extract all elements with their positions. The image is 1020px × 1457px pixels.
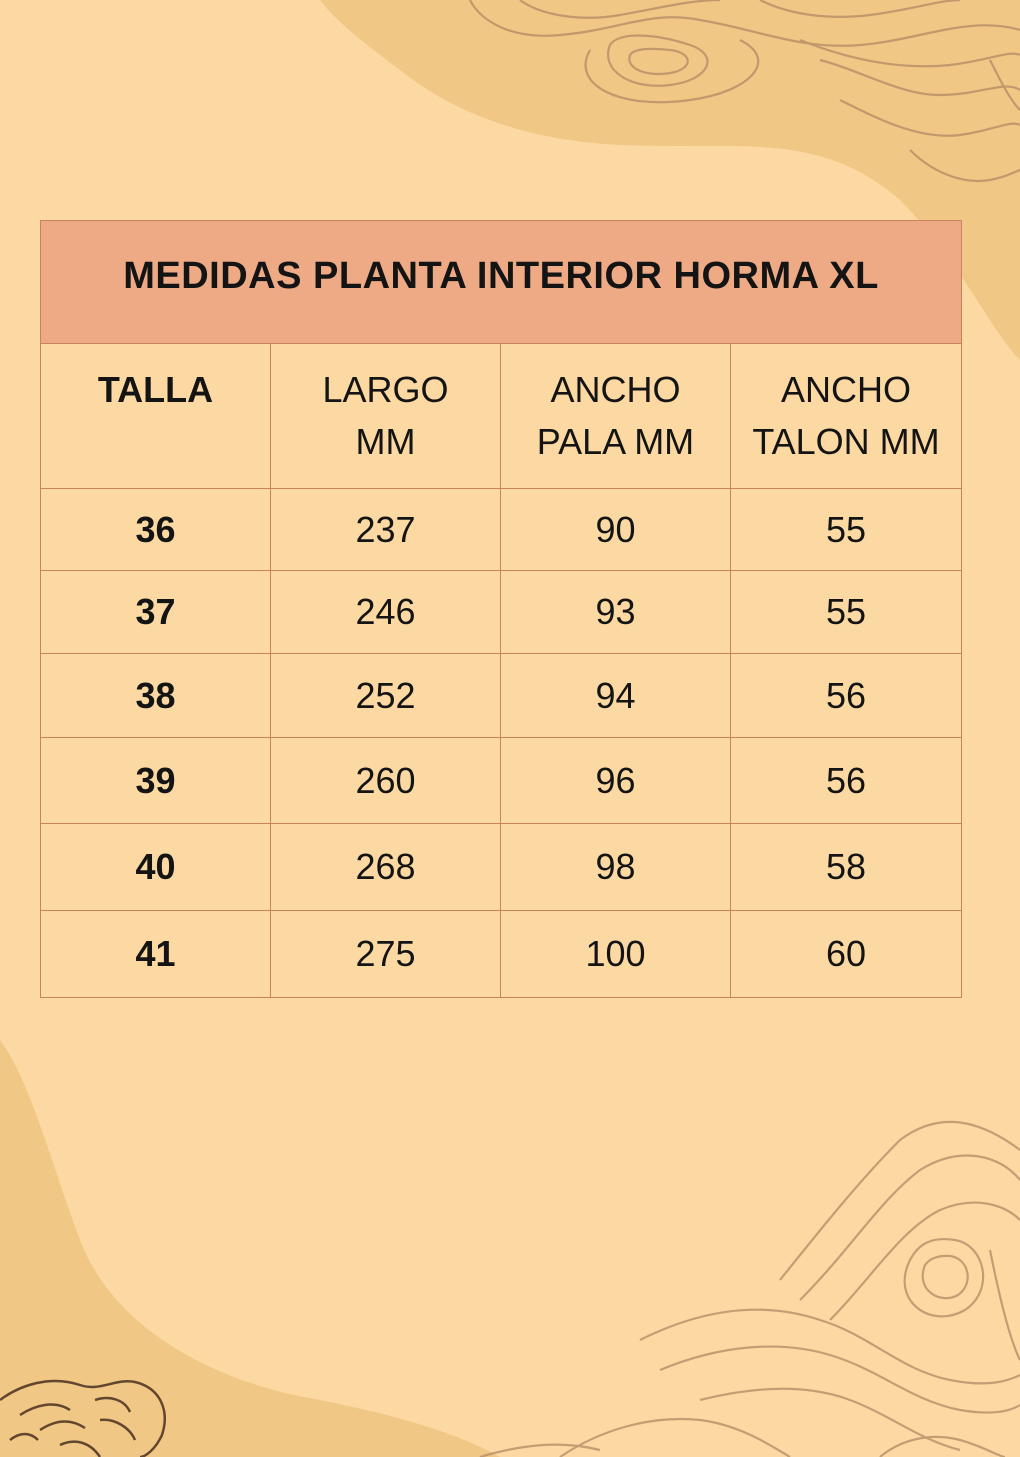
talla-cell: 40 bbox=[41, 824, 271, 911]
ancho-talon-cell: 60 bbox=[731, 911, 962, 998]
largo-cell: 252 bbox=[271, 654, 501, 738]
header-ancho-pala-line2: PALA MM bbox=[536, 421, 695, 462]
header-ancho-talon bbox=[731, 344, 962, 489]
header-ancho-pala bbox=[501, 344, 731, 489]
table-row bbox=[41, 824, 962, 911]
header-ancho-talon-line1: ANCHO bbox=[781, 369, 912, 410]
size-table bbox=[40, 220, 962, 998]
ancho-talon-cell: 58 bbox=[731, 824, 962, 911]
ancho-pala-cell: 90 bbox=[501, 489, 731, 571]
table-title: MEDIDAS PLANTA INTERIOR HORMA XL bbox=[41, 221, 962, 344]
ancho-talon-cell: 55 bbox=[731, 489, 962, 571]
table-row bbox=[41, 738, 962, 824]
ancho-pala-cell: 94 bbox=[501, 654, 731, 738]
largo-cell: 268 bbox=[271, 824, 501, 911]
largo-cell: 275 bbox=[271, 911, 501, 998]
bottom-left-blob bbox=[0, 1040, 500, 1457]
ancho-pala-cell: 98 bbox=[501, 824, 731, 911]
table-row bbox=[41, 911, 962, 998]
talla-cell: 37 bbox=[41, 571, 271, 654]
header-talla-label: TALLA bbox=[97, 369, 214, 410]
talla-cell: 36 bbox=[41, 489, 271, 571]
table-row bbox=[41, 654, 962, 738]
talla-cell: 39 bbox=[41, 738, 271, 824]
ancho-talon-cell: 55 bbox=[731, 571, 962, 654]
ancho-pala-cell: 100 bbox=[501, 911, 731, 998]
ancho-pala-cell: 96 bbox=[501, 738, 731, 824]
header-ancho-pala-line1: ANCHO bbox=[550, 369, 681, 410]
talla-cell: 38 bbox=[41, 654, 271, 738]
header-row bbox=[41, 344, 962, 489]
header-largo bbox=[271, 344, 501, 489]
table-row bbox=[41, 571, 962, 654]
ancho-talon-cell: 56 bbox=[731, 654, 962, 738]
contour-lines-bottom bbox=[480, 1122, 1020, 1457]
ancho-talon-cell: 56 bbox=[731, 738, 962, 824]
header-largo-line2: MM bbox=[355, 421, 416, 462]
table-row bbox=[41, 489, 962, 571]
header-ancho-talon-line2: TALON MM bbox=[752, 421, 940, 462]
header-largo-line1: LARGO bbox=[322, 369, 449, 410]
header-talla bbox=[41, 344, 271, 489]
largo-cell: 246 bbox=[271, 571, 501, 654]
largo-cell: 260 bbox=[271, 738, 501, 824]
title-row bbox=[41, 221, 962, 344]
talla-cell: 41 bbox=[41, 911, 271, 998]
largo-cell: 237 bbox=[271, 489, 501, 571]
ancho-pala-cell: 93 bbox=[501, 571, 731, 654]
